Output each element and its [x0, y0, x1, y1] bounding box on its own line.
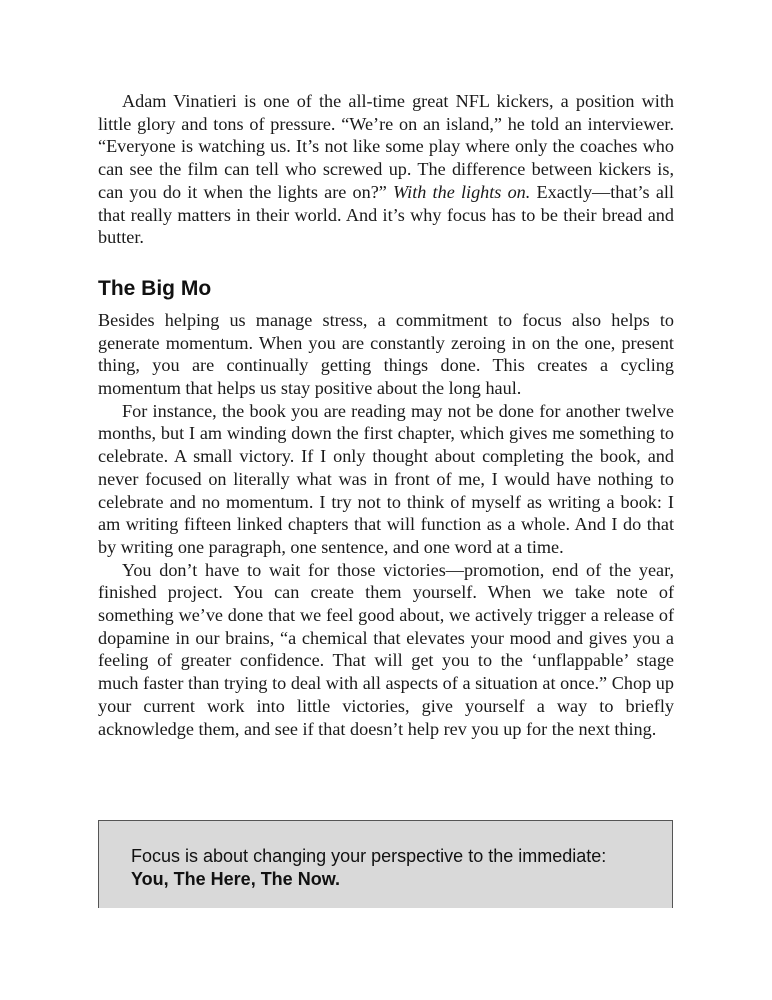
callout-box [98, 820, 673, 908]
intro-text-end: Exactly—that’s all that really matters in their world. And it’s why focus has to be their bread and butter. [98, 181, 674, 248]
intro-italic-phrase: With the lights on. [393, 181, 531, 202]
callout-text [131, 845, 651, 891]
callout-line-1: Focus is about changing your perspective to the immediate: [131, 846, 607, 866]
section-heading: The Big Mo [98, 276, 212, 300]
section-paragraph-2: For instance, the book you are reading may not be done for another twelve months, but I am winding down the first chapter, which gives me something to celebrate. A small victory. If I only thought about completing the book, and never focused on literally what was in front of me, I would have nothing to celebrate and no momentum. I try not to think of myself as writing a book: I am writing fifteen linked chapters that will function as a whole. And I do that by writing one paragraph, one sentence, and one word at a time. [98, 400, 674, 557]
intro-paragraph [98, 90, 674, 249]
callout-line-2: You, The Here, The Now. [131, 869, 341, 889]
section-paragraph-3: You don’t have to wait for those victories—promotion, end of the year, finished project. You can create them yourself. When we take note of something we’ve done that we feel good about, we actively trigger a release of dopamine in our brains, “a chemical that elevates your mood and gives you a feeling of greater confidence. That will get you to the ‘unflappable’ stage much faster than trying to deal with all aspects of a situation at once.” Chop up your current work into little victories, give yourself a way to briefly acknowledge them, and see if that doesn’t help rev you up for the next thing. [98, 559, 674, 739]
page-body [98, 90, 674, 740]
section-paragraph-1: Besides helping us manage stress, a commitment to focus also helps to generate momentum. When you are constantly zeroing in on the one, present thing, you are continually getting things done. This creates a cycling momentum that helps us stay positive about the long haul. [98, 309, 674, 399]
intro-text-start: Adam Vinatieri is one of the all-time great NFL kickers, a position with little glory and tons of pressure. “We’re on an island,” he told an interviewer. “Everyone is watching us. It’s not like some play where only the coaches who can see the film can tell who screwed up. The difference between kickers is, can you do it when the lights are on?” [98, 91, 674, 202]
